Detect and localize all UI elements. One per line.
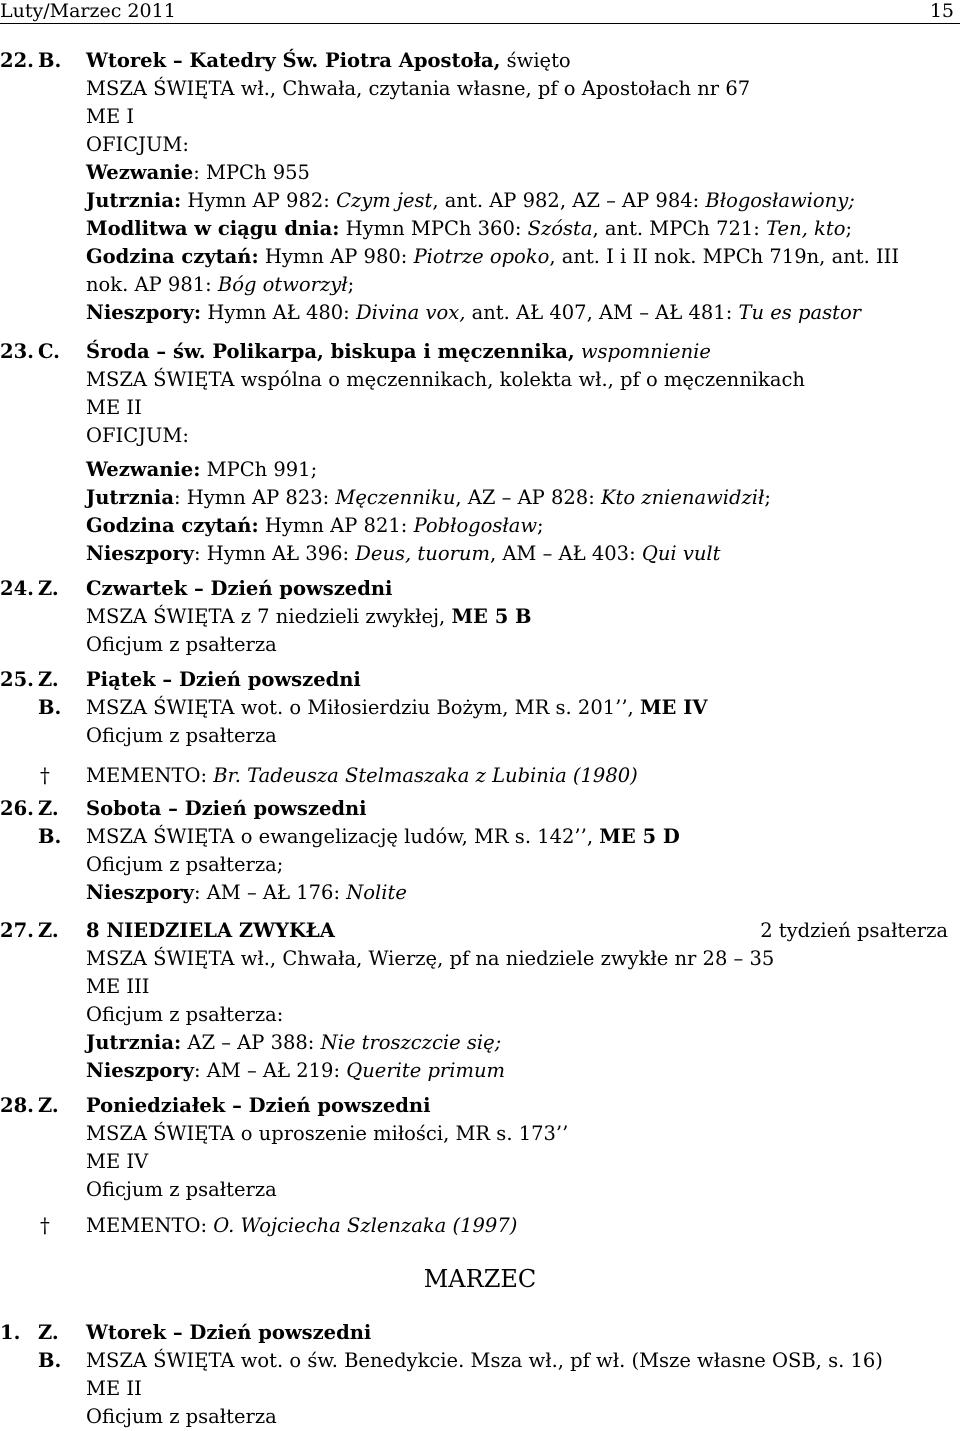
mass-line: MSZA ŚWIĘTA wł., Chwała, czytania własne, pf o Apostołach nr 67 — [86, 77, 751, 100]
day-title: 8 NIEDZIELA ZWYKŁA — [86, 919, 335, 942]
mass-line: MSZA ŚWIĘTA z 7 niedzieli zwykłej, ME 5 B — [86, 605, 532, 628]
memento-line: MEMENTO: O. Wojciecha Szlenzaka (1997) — [86, 1214, 518, 1237]
office-heading: OFICJUM: — [86, 133, 189, 156]
day-title: Wtorek – Katedry Św. Piotra Apostoła, święto — [86, 49, 571, 72]
mass-line: MSZA ŚWIĘTA wot. o Miłosierdziu Bożym, MR s. 201’’, ME IV — [86, 696, 708, 719]
dagger-icon: † — [40, 1214, 50, 1237]
mass-line: MSZA ŚWIĘTA wspólna o męczennikach, kolekta wł., pf o męczennikach — [86, 368, 805, 391]
office-heading: OFICJUM: — [86, 424, 189, 447]
day-number: 22. — [0, 49, 34, 72]
office-line: Oficjum z psałterza — [86, 1178, 277, 1201]
day-title: Sobota – Dzień powszedni — [86, 797, 367, 820]
day-number: 24. — [0, 577, 34, 600]
office-line: Oficjum z psałterza — [86, 724, 277, 747]
page-number: 15 — [929, 0, 954, 22]
day-number: 25. — [0, 668, 34, 691]
day-title: Środa – św. Polikarpa, biskupa i męczennika, wspomnienie — [86, 340, 711, 363]
vespers-line: Nieszpory: Hymn AŁ 480: Divina vox, ant. AŁ 407, AM – AŁ 481: Tu es pastor — [86, 301, 862, 324]
liturgical-color: Z. — [38, 919, 59, 942]
missal-edition: ME II — [86, 396, 142, 419]
memento-line: MEMENTO: Br. Tadeusza Stelmaszaka z Lubinia (1980) — [86, 764, 638, 787]
vespers-line: Nieszpory: Hymn AŁ 396: Deus, tuorum, AM – AŁ 403: Qui vult — [86, 542, 721, 565]
liturgical-color: Z. — [38, 1094, 59, 1117]
mass-line: MSZA ŚWIĘTA o ewangelizację ludów, MR s. 142’’, ME 5 D — [86, 825, 680, 848]
liturgical-color: C. — [38, 340, 60, 363]
mass-line: MSZA ŚWIĘTA o uproszenie miłości, MR s. 173’’ — [86, 1122, 569, 1145]
liturgical-color-mass: B. — [38, 1349, 62, 1372]
psalter-week: 2 tydzień psałterza — [760, 919, 948, 942]
liturgical-color: Z. — [38, 1321, 59, 1344]
day-number: 27. — [0, 919, 34, 942]
daytime-prayer-line: Modlitwa w ciągu dnia: Hymn MPCh 360: Szósta, ant. MPCh 721: Ten, kto; — [86, 217, 853, 240]
month-heading: MARZEC — [423, 1265, 537, 1293]
day-number: 1. — [0, 1321, 21, 1344]
office-line: Oficjum z psałterza: — [86, 1003, 284, 1026]
dagger-icon: † — [40, 764, 50, 787]
liturgical-color: Z. — [38, 797, 59, 820]
lauds-line: Jutrznia: AZ – AP 388: Nie troszczcie się; — [86, 1031, 502, 1054]
office-line: Oficjum z psałterza — [86, 633, 277, 656]
missal-edition: ME I — [86, 105, 135, 128]
office-line: Oficjum z psałterza — [86, 1405, 277, 1428]
missal-edition: ME IV — [86, 1150, 149, 1173]
vespers-line: Nieszpory: AM – AŁ 219: Querite primum — [86, 1059, 506, 1082]
day-title: Piątek – Dzień powszedni — [86, 668, 361, 691]
day-number: 26. — [0, 797, 34, 820]
lauds-line: Jutrznia: Hymn AP 823: Męczenniku, AZ – AP 828: Kto znienawidził; — [86, 486, 771, 509]
vespers-line: Nieszpory: AM – AŁ 176: Nolite — [86, 881, 407, 904]
missal-edition: ME III — [86, 975, 150, 998]
day-title: Wtorek – Dzień powszedni — [86, 1321, 372, 1344]
header-rule — [0, 23, 960, 24]
mass-line: MSZA ŚWIĘTA wł., Chwała, Wierzę, pf na niedziele zwykłe nr 28 – 35 — [86, 947, 775, 970]
liturgical-color: B. — [38, 49, 62, 72]
invitatory-line: Wezwanie: MPCh 991; — [86, 458, 318, 481]
day-number: 23. — [0, 340, 34, 363]
page-header-title: Luty/Marzec 2011 — [0, 0, 176, 22]
day-number: 28. — [0, 1094, 34, 1117]
day-title: Poniedziałek – Dzień powszedni — [86, 1094, 431, 1117]
lauds-line: Jutrznia: Hymn AP 982: Czym jest, ant. AP 982, AZ – AP 984: Błogosławiony; — [86, 189, 855, 212]
liturgical-color: Z. — [38, 577, 59, 600]
office-line: Oficjum z psałterza; — [86, 853, 284, 876]
liturgical-color: Z. — [38, 668, 59, 691]
liturgical-color-mass: B. — [38, 825, 62, 848]
office-of-readings-line: Godzina czytań: Hymn AP 980: Piotrze opoko, ant. I i II nok. MPCh 719n, ant. III — [86, 245, 900, 268]
office-of-readings-line: Godzina czytań: Hymn AP 821: Pobłogosław; — [86, 514, 544, 537]
missal-edition: ME II — [86, 1377, 142, 1400]
mass-line: MSZA ŚWIĘTA wot. o św. Benedykcie. Msza wł., pf wł. (Msze własne OSB, s. 16) — [86, 1349, 883, 1372]
liturgical-color-mass: B. — [38, 696, 62, 719]
day-title: Czwartek – Dzień powszedni — [86, 577, 393, 600]
invitatory-line: Wezwanie: MPCh 955 — [86, 161, 310, 184]
office-of-readings-continuation: nok. AP 981: Bóg otworzył; — [86, 273, 355, 296]
